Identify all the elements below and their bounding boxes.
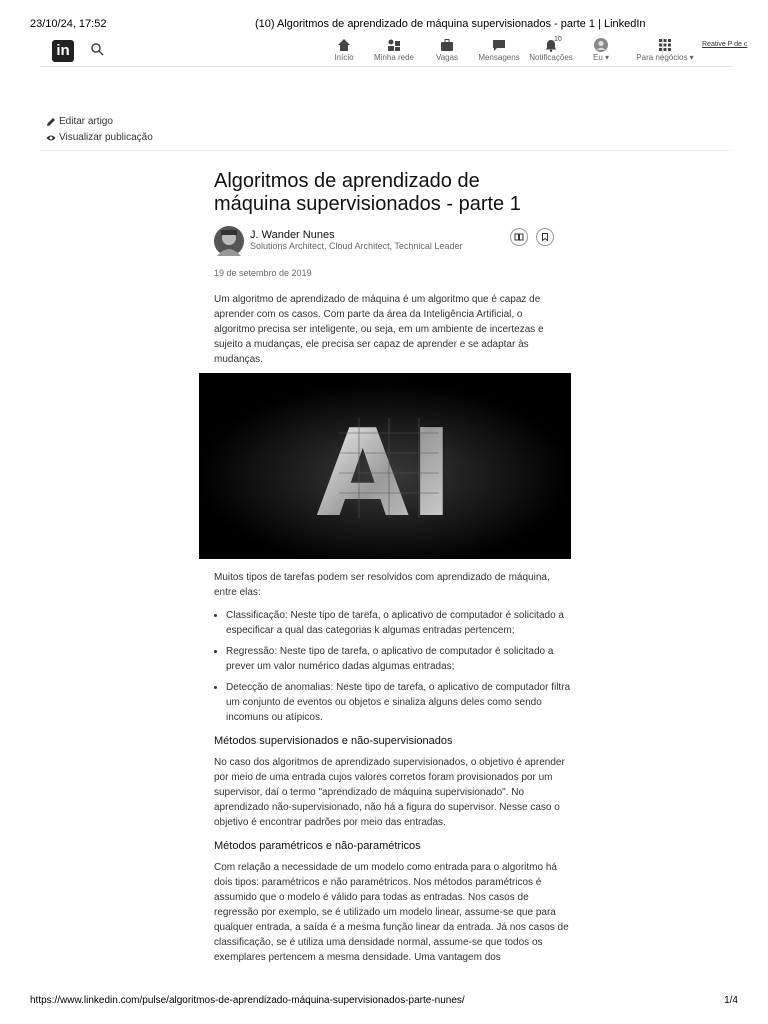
article-edit-bar xyxy=(40,110,732,151)
supervised-paragraph: No caso dos algoritmos de aprendizado supervisionados, o objetivo é aprender por meio de uma entrada cujos valores corretos foram provisionados por um supervisor, daí o termo "aprendizado de máquina supervisionado". No aprendizado não-supervisionado, não há a figura do supervisor. Nesse caso o objetivo é encontrar padrões por meio das entradas. xyxy=(214,757,565,828)
eye-icon xyxy=(46,133,56,143)
search-icon[interactable] xyxy=(90,42,104,56)
edit-article-label: Editar artigo xyxy=(59,116,113,127)
nav-messages-label: Mensagens xyxy=(478,53,520,62)
parametric-paragraph: Com relação a necessidade de um modelo como entrada para o algoritmo há dois tipos: paramétricos e não paramétricos. Nos métodos paramétricos é assumido que o modelo é válido para todas as entradas. Nos casos de regressão por exemplo, se é utilizado um modelo linear, assume-se que para qualquer entrada, a saída é a mesma função linear da entrada. Já nos casos de classificação, se é utiliza uma densidade normal, assume-se que todos os exemplares pertencem a mesma densidade. Uma vantagem dos xyxy=(214,862,569,963)
book-icon xyxy=(511,229,527,245)
save-article-button[interactable] xyxy=(536,228,554,246)
linkedin-logo[interactable]: in xyxy=(52,40,74,62)
nav-me[interactable] xyxy=(588,38,614,62)
intro-paragraph: Um algoritmo de aprendizado de máquina é um algoritmo que é capaz de aprender com os casos. Com parte da área da Inteligência Artificial, o algoritmo precisa ser inteligente, ou seja, em um ambiente de incertezas e sujeito a mudanças, ele precisa ser capaz de aprender e se adaptar às mudanças. xyxy=(214,294,544,365)
article-hero-image xyxy=(199,373,571,559)
avatar-icon xyxy=(594,38,608,52)
nav-network-label: Minha rede xyxy=(373,53,415,62)
network-icon xyxy=(387,38,401,52)
pencil-icon xyxy=(46,117,56,127)
author-avatar[interactable] xyxy=(214,226,244,256)
bookmark-icon xyxy=(537,229,553,245)
nav-home-label: Início xyxy=(334,53,354,62)
nav-business-label: Para negócios ▾ xyxy=(636,53,694,62)
chat-icon xyxy=(492,38,506,52)
list-item: • Detecção de anomalias: Neste tipo de tarefa, o aplicativo de computador filtra um conjunto de eventos ou objetos e sinaliza alguns deles como sendo incomuns ou atípicos. xyxy=(226,680,572,725)
list-item: • Regressão: Neste tipo de tarefa, o aplicativo de computador é solicitado a prever um valor numérico dadas algumas entradas; xyxy=(226,644,572,674)
nav-notifications-label: Notificações xyxy=(529,53,573,62)
author-description: Solutions Architect, Cloud Architect, Technical Leader xyxy=(250,241,463,251)
view-post-link[interactable] xyxy=(46,132,153,143)
nav-jobs[interactable] xyxy=(434,38,460,62)
author-block xyxy=(214,226,558,262)
article xyxy=(214,170,558,367)
nav-messages[interactable] xyxy=(476,38,522,62)
nav-business[interactable] xyxy=(634,38,696,62)
print-page-number: 1/4 xyxy=(724,995,738,1006)
author-name[interactable]: J. Wander Nunes xyxy=(250,229,335,241)
premium-promo-link[interactable]: Reative P de c xyxy=(702,41,748,48)
nav-network[interactable] xyxy=(372,38,416,62)
nav-me-label: Eu ▾ xyxy=(592,53,610,62)
task-list xyxy=(214,608,572,725)
publish-date: 19 de setembro de 2019 xyxy=(214,268,312,278)
nav-notifications[interactable] xyxy=(526,38,576,62)
hero-ai-text: AI xyxy=(316,405,454,544)
view-post-label: Visualizar publicação xyxy=(59,132,153,143)
article-body xyxy=(214,570,572,965)
print-title: (10) Algoritmos de aprendizado de máquina supervisionados - parte 1 | LinkedIn xyxy=(255,18,646,30)
nav-jobs-label: Vagas xyxy=(435,53,459,62)
heading-supervised: Métodos supervisionados e não-supervisionados xyxy=(214,735,453,747)
heading-parametric: Métodos paramétricos e não-paramétricos xyxy=(214,840,421,852)
nav-home[interactable] xyxy=(330,38,358,62)
grid-icon xyxy=(658,38,672,52)
print-url: https://www.linkedin.com/pulse/algoritmos-de-aprendizado-máquina-supervisionados-parte-nunes/ xyxy=(30,995,465,1006)
notification-badge: 10 xyxy=(554,36,562,43)
print-date: 23/10/24, 17:52 xyxy=(30,18,107,30)
list-item: • Classificação: Neste tipo de tarefa, o aplicativo de computador é solicitado a especificar a qual das categorias k algumas entradas pertencem; xyxy=(226,608,572,638)
navbar xyxy=(40,34,748,67)
edit-article-link[interactable] xyxy=(46,116,113,127)
home-icon xyxy=(337,38,351,52)
briefcase-icon xyxy=(440,38,454,52)
reading-mode-button[interactable] xyxy=(510,228,528,246)
tasks-intro: Muitos tipos de tarefas podem ser resolvidos com aprendizado de máquina, entre elas: xyxy=(214,572,550,598)
article-title: Algoritmos de aprendizado de máquina supervisionados - parte 1 xyxy=(214,170,521,215)
